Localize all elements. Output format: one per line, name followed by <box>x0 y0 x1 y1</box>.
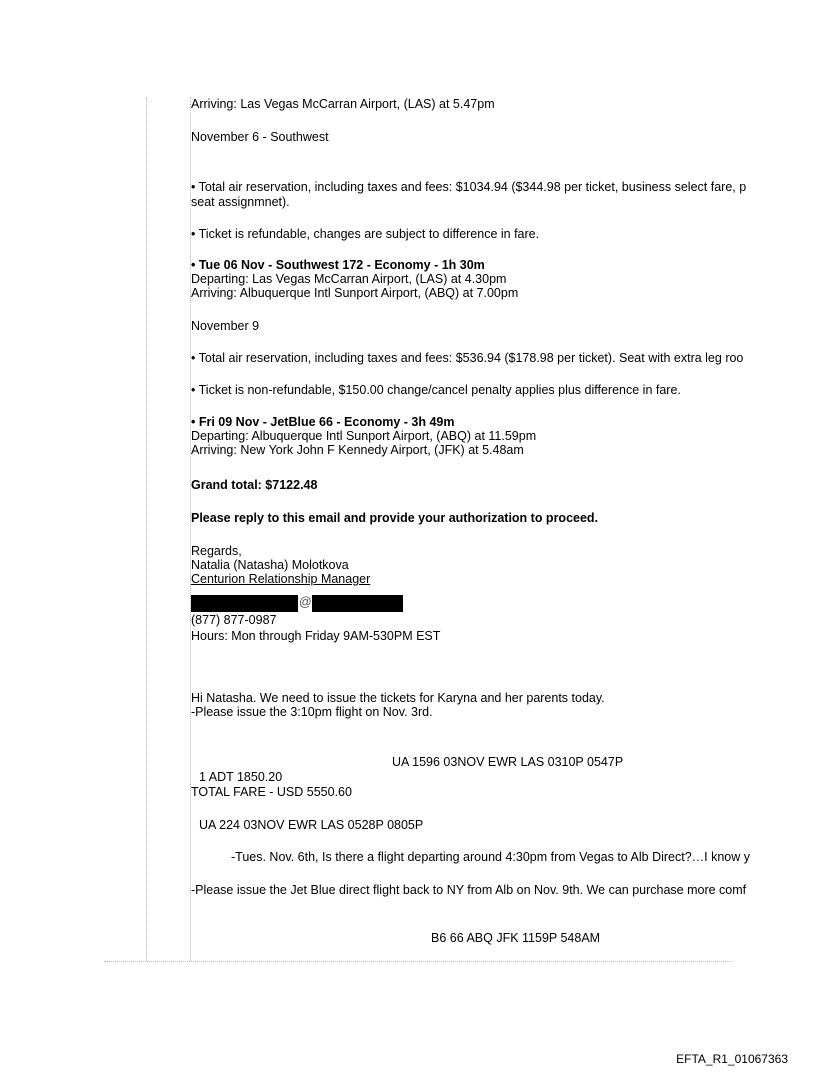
itinerary-b6-66: B6 66 ABQ JFK 1159P 548AM <box>431 931 601 945</box>
email-body <box>191 97 816 961</box>
reply-jetblue-request: -Please issue the Jet Blue direct flight back to NY from Alb on Nov. 9th. We can purchase more comf <box>191 883 747 897</box>
reply-greeting: Hi Natasha. We need to issue the tickets for Karyna and her parents today. <box>191 691 605 705</box>
signature-title: Centurion Relationship Manager <box>191 572 371 586</box>
quote-rule-outer <box>146 97 147 961</box>
reply-issue-310: -Please issue the 3:10pm flight on Nov. 3rd. <box>191 705 433 719</box>
nov6-total-line: • Total air reservation, including taxes and fees: $1034.94 ($344.98 per ticket, business select fare, p <box>191 180 747 194</box>
grand-total: Grand total: $7122.48 <box>191 478 318 492</box>
signature-phone: (877) 877-0987 <box>191 613 277 627</box>
itinerary-ua1596: UA 1596 03NOV EWR LAS 0310P 0547P <box>392 755 624 769</box>
nov6-total-continued: seat assignmnet). <box>191 195 290 209</box>
nov6-refund-line: • Ticket is refundable, changes are subject to difference in fare. <box>191 227 540 241</box>
nov6-arriving: Arriving: Albuquerque Intl Sunport Airport, (ABQ) at 7.00pm <box>191 286 519 300</box>
nov9-header: November 9 <box>191 319 260 333</box>
signature-hours: Hours: Mon through Friday 9AM-530PM EST <box>191 629 441 643</box>
itinerary-total-fare: TOTAL FARE - USD 5550.60 <box>191 785 352 799</box>
nov9-departing: Departing: Albuquerque Intl Sunport Airport, (ABQ) at 11.59pm <box>191 429 537 443</box>
itinerary-adt-fare: 1 ADT 1850.20 <box>199 770 283 784</box>
signature-regards: Regards, <box>191 544 242 558</box>
signature-name: Natalia (Natasha) Molotkova <box>191 558 349 572</box>
authorization-request: Please reply to this email and provide your authorization to proceed. <box>191 511 599 525</box>
reply-tues-question: -Tues. Nov. 6th, Is there a flight departing around 4:30pm from Vegas to Alb Direct?…I know y <box>231 850 751 864</box>
redaction-bar <box>191 595 298 612</box>
arriving-las-line: Arriving: Las Vegas McCarran Airport, (LAS) at 5.47pm <box>191 97 495 111</box>
nov9-arriving: Arriving: New York John F Kennedy Airport, (JFK) at 5.48am <box>191 443 524 457</box>
nov9-refund-line: • Ticket is non-refundable, $150.00 change/cancel penalty applies plus difference in fare. <box>191 383 681 397</box>
itinerary-ua224: UA 224 03NOV EWR LAS 0528P 0805P <box>199 818 424 832</box>
nov6-header: November 6 - Southwest <box>191 130 329 144</box>
nov6-flight-heading: • Tue 06 Nov - Southwest 172 - Economy - 1h 30m <box>191 258 485 272</box>
nov6-departing: Departing: Las Vegas McCarran Airport, (LAS) at 4.30pm <box>191 272 507 286</box>
nov9-total-line: • Total air reservation, including taxes and fees: $536.94 ($178.98 per ticket). Seat with extra leg roo <box>191 351 744 365</box>
redaction-bar <box>312 595 403 612</box>
document-id: EFTA_R1_01067363 <box>676 1052 788 1066</box>
signature-email-at: @ <box>299 595 312 609</box>
nov9-flight-heading: • Fri 09 Nov - JetBlue 66 - Economy - 3h 49m <box>191 415 455 429</box>
